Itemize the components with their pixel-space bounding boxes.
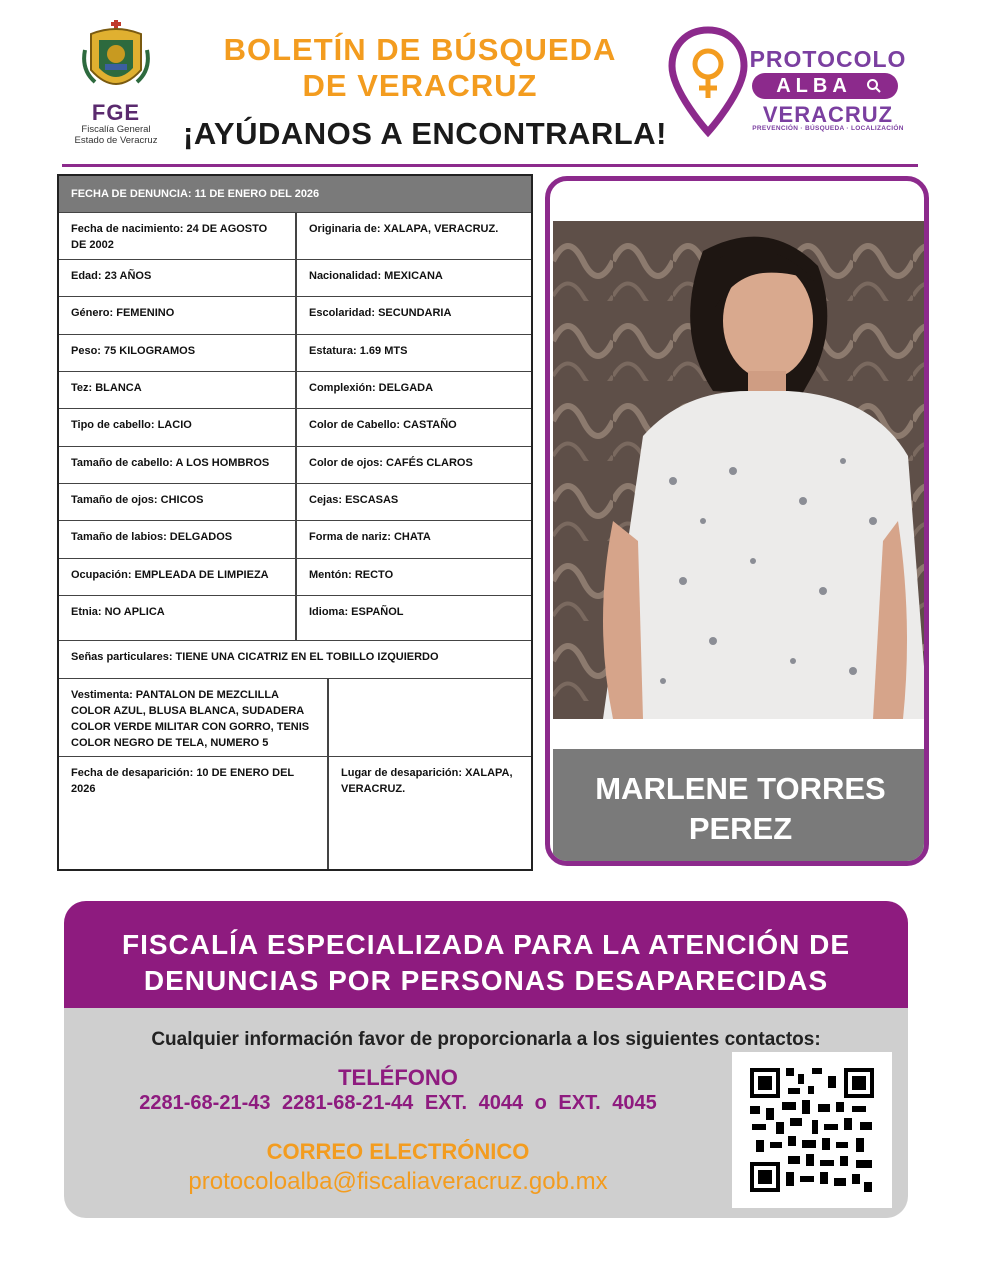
qr-code-icon bbox=[732, 1052, 892, 1208]
alba-veracruz-word: VERACRUZ bbox=[762, 102, 894, 127]
person-photo-card bbox=[545, 176, 929, 866]
empty-cell bbox=[329, 678, 531, 756]
person-name-line1: MARLENE TORRES bbox=[595, 771, 886, 806]
contact-intro: Cualquier información favor de proporcionarla a los siguientes contactos: bbox=[151, 1029, 821, 1050]
email-label: CORREO ELECTRÓNICO bbox=[266, 1139, 530, 1164]
fge-acronym: FGE bbox=[91, 100, 141, 125]
person-data-table bbox=[57, 174, 533, 871]
table-cell: Peso: 75 KILOGRAMOS bbox=[59, 334, 297, 371]
table-cell: Tez: BLANCA bbox=[59, 371, 297, 408]
fge-name-line2: Estado de Veracruz bbox=[74, 135, 158, 146]
person-name-line2: PEREZ bbox=[688, 811, 793, 846]
search-icon bbox=[866, 78, 882, 94]
table-cell: Nacionalidad: MEXICANA bbox=[297, 259, 531, 296]
unit-name-line2: DENUNCIAS POR PERSONAS DESAPARECIDAS bbox=[143, 965, 829, 996]
table-cell: Originaria de: XALAPA, VERACRUZ. bbox=[297, 212, 531, 259]
alba-protocol-word: PROTOCOLO bbox=[749, 46, 907, 72]
qr-code[interactable] bbox=[732, 1052, 892, 1208]
table-cell: Complexión: DELGADA bbox=[297, 371, 531, 408]
prosecutor-unit-banner bbox=[64, 901, 908, 1008]
clothing-description: Vestimenta: PANTALON DE MEZCLILLA COLOR AZUL, BLUSA BLANCA, SUDADERA COLOR VERDE MILITAR CON GORRO, TENIS COLOR NEGRO DE TELA, NUMERO 5 bbox=[59, 678, 329, 756]
phone-numbers[interactable]: 2281-68-21-43 2281-68-21-44 EXT. 4044 o EXT. 4045 bbox=[139, 1092, 657, 1114]
table-cell: Ocupación: EMPLEADA DE LIMPIEZA bbox=[59, 558, 297, 595]
header-divider bbox=[62, 164, 918, 167]
person-photo bbox=[553, 221, 928, 719]
person-name-box bbox=[553, 749, 928, 863]
table-cell: Mentón: RECTO bbox=[297, 558, 531, 595]
table-cell: Etnia: NO APLICA bbox=[59, 595, 297, 640]
table-cell: Cejas: ESCASAS bbox=[297, 483, 531, 520]
table-cell: Edad: 23 AÑOS bbox=[59, 259, 297, 296]
report-date: FECHA DE DENUNCIA: 11 DE ENERO DEL 2026 bbox=[59, 176, 531, 212]
table-cell: Color de ojos: CAFÉS CLAROS bbox=[297, 446, 531, 483]
distinguishing-marks: Señas particulares: TIENE UNA CICATRIZ EN EL TOBILLO IZQUIERDO bbox=[59, 640, 531, 678]
help-find-her-subtitle: ¡AYÚDANOS A ENCONTRARLA! bbox=[183, 116, 667, 151]
fge-name-line1: Fiscalía General bbox=[81, 124, 151, 135]
bulletin-title-line1: BOLETÍN DE BÚSQUEDA bbox=[223, 32, 617, 67]
table-cell: Idioma: ESPAÑOL bbox=[297, 595, 531, 640]
unit-name-line1: FISCALÍA ESPECIALIZADA PARA LA ATENCIÓN DE bbox=[122, 929, 850, 960]
disappearance-place: Lugar de desaparición: XALAPA, VERACRUZ. bbox=[329, 756, 531, 869]
table-cell: Fecha de nacimiento: 24 DE AGOSTO DE 2002 bbox=[59, 212, 297, 259]
disappearance-date: Fecha de desaparición: 10 DE ENERO DEL 2026 bbox=[59, 756, 329, 869]
alba-location-pin-icon bbox=[668, 26, 748, 138]
table-cell: Tamaño de labios: DELGADOS bbox=[59, 520, 297, 558]
veracruz-coat-of-arms-icon bbox=[81, 20, 151, 100]
alba-tagline: PREVENCIÓN · BÚSQUEDA · LOCALIZACIÓN bbox=[752, 125, 904, 132]
fge-logo bbox=[60, 20, 172, 152]
table-cell: Género: FEMENINO bbox=[59, 296, 297, 334]
table-cell: Tipo de cabello: LACIO bbox=[59, 408, 297, 446]
table-cell: Tamaño de ojos: CHICOS bbox=[59, 483, 297, 520]
table-cell: Forma de nariz: CHATA bbox=[297, 520, 531, 558]
table-cell: Estatura: 1.69 MTS bbox=[297, 334, 531, 371]
table-cell: Escolaridad: SECUNDARIA bbox=[297, 296, 531, 334]
table-cell: Color de Cabello: CASTAÑO bbox=[297, 408, 531, 446]
alba-word: ALBA bbox=[776, 75, 852, 97]
bulletin-title-line2: DE VERACRUZ bbox=[302, 68, 538, 103]
phone-label: TELÉFONO bbox=[338, 1065, 458, 1090]
table-cell: Tamaño de cabello: A LOS HOMBROS bbox=[59, 446, 297, 483]
email-address[interactable]: protocoloalba@fiscaliaveracruz.gob.mx bbox=[188, 1168, 608, 1195]
